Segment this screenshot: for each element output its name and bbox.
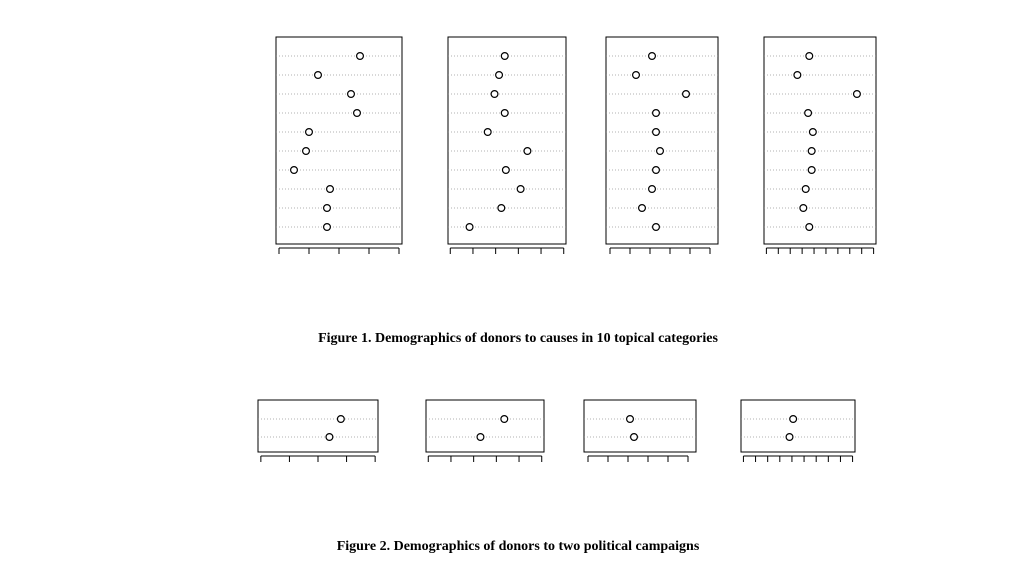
data-point: [496, 72, 503, 79]
figure2-panels: [258, 400, 855, 462]
data-point: [306, 129, 313, 136]
data-point: [631, 434, 638, 441]
data-point: [477, 434, 484, 441]
data-point: [633, 72, 640, 79]
data-point: [466, 224, 473, 231]
data-point: [627, 416, 634, 423]
plot-frame: [584, 400, 696, 452]
data-point: [498, 205, 505, 212]
fig2-panel-2: [426, 400, 544, 462]
data-point: [808, 167, 815, 174]
data-point: [337, 416, 344, 423]
data-point: [790, 416, 797, 423]
data-point: [324, 205, 331, 212]
data-point: [502, 167, 509, 174]
plot-frame: [606, 37, 718, 244]
data-point: [501, 416, 508, 423]
plot-frame: [741, 400, 855, 452]
plot-frame: [764, 37, 876, 244]
plot-frame: [426, 400, 544, 452]
figure2-caption: Figure 2. Demographics of donors to two political campaigns: [336, 539, 700, 554]
data-point: [324, 224, 331, 231]
data-point: [354, 110, 361, 117]
data-point: [491, 91, 498, 98]
data-point: [501, 110, 508, 117]
fig1-panel-2: [448, 37, 566, 254]
data-point: [639, 205, 646, 212]
data-point: [326, 434, 333, 441]
data-point: [315, 72, 322, 79]
plot-frame: [276, 37, 402, 244]
fig2-panel-1: [258, 400, 378, 462]
data-point: [806, 53, 813, 60]
data-point: [649, 186, 656, 193]
data-point: [348, 91, 355, 98]
data-point: [653, 129, 660, 136]
data-point: [809, 129, 816, 136]
data-point: [854, 91, 861, 98]
plot-frame: [258, 400, 378, 452]
fig1-panel-4: [764, 37, 876, 254]
data-point: [653, 224, 660, 231]
data-point: [800, 205, 807, 212]
data-point: [802, 186, 809, 193]
data-point: [517, 186, 524, 193]
data-point: [806, 224, 813, 231]
data-point: [653, 167, 660, 174]
data-point: [786, 434, 793, 441]
data-point: [291, 167, 298, 174]
figure1-panels: [276, 37, 876, 254]
data-point: [683, 91, 690, 98]
data-point: [303, 148, 310, 155]
data-point: [794, 72, 801, 79]
data-point: [484, 129, 491, 136]
data-point: [805, 110, 812, 117]
figure1-caption: Figure 1. Demographics of donors to causes in 10 topical categories: [318, 331, 718, 346]
fig1-panel-3: [606, 37, 718, 254]
data-point: [808, 148, 815, 155]
plot-frame: [448, 37, 566, 244]
data-point: [657, 148, 664, 155]
data-point: [649, 53, 656, 60]
data-point: [327, 186, 334, 193]
fig1-panel-1: [276, 37, 402, 254]
data-point: [524, 148, 531, 155]
fig2-panel-4: [741, 400, 855, 462]
data-point: [357, 53, 364, 60]
data-point: [501, 53, 508, 60]
fig2-panel-3: [584, 400, 696, 462]
data-point: [653, 110, 660, 117]
